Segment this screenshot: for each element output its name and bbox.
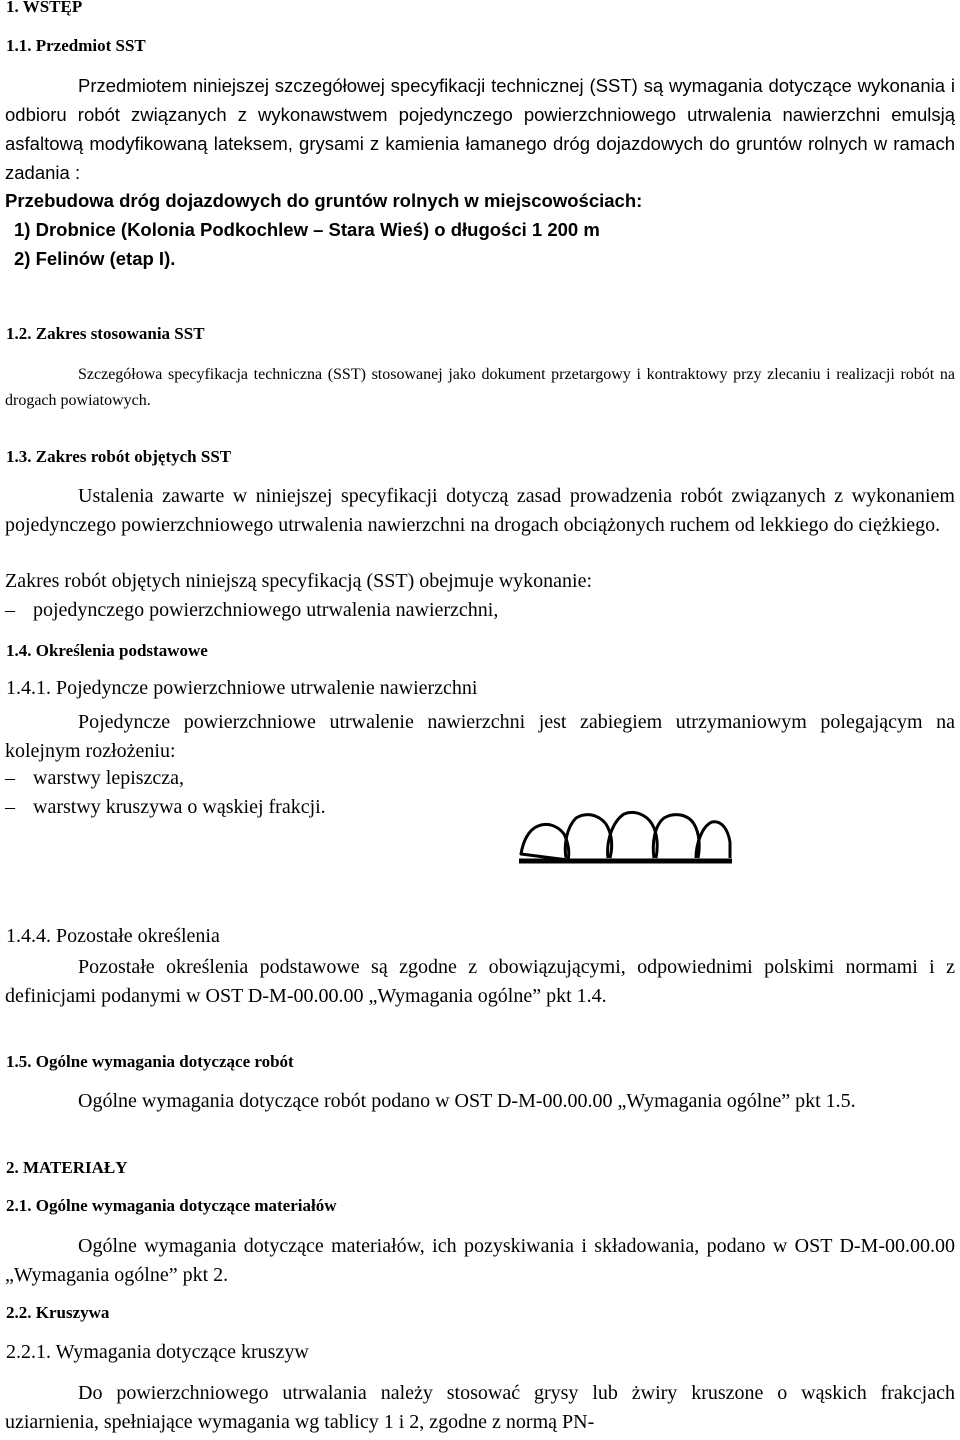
- list-item-1: 1) Drobnice (Kolonia Podkochlew – Stara Wieś) o długości 1 200 m: [14, 219, 600, 240]
- heading-1-1: 1.1. Przedmiot SST: [6, 36, 146, 55]
- list-item-scope: [5, 599, 498, 622]
- paragraph-2-2-1: Do powierzchniowego utrwalania należy stosować grysy lub żwiry kruszone o wąskich frakcjach uziarnienia, spełniające wymagania wg tablicy 1 i 2, zgodne z normą PN-: [5, 1382, 955, 1433]
- paragraph-1-3: Ustalenia zawarte w niniejszej specyfikacji dotyczą zasad prowadzenia robót związanych z wykonaniem pojedynczego powierzchniowego utrwalenia nawierzchni na drogach obciążonych ruchem od lekkiego do ciężkiego.: [5, 485, 955, 536]
- heading-2-2-1: 2.2.1. Wymagania dotyczące kruszyw: [6, 1341, 309, 1363]
- list-item-aggregate-text: warstwy kruszywa o wąskiej frakcji.: [33, 796, 326, 818]
- heading-1-4-1: 1.4.1. Pojedyncze powierzchniowe utrwalenie nawierzchni: [6, 677, 478, 699]
- heading-1: 1. WSTĘP: [6, 0, 83, 16]
- paragraph-2-1: Ogólne wymagania dotyczące materiałów, ich pozyskiwania i składowania, podano w OST D-M-00.00.00 „Wymagania ogólne” pkt 2.: [5, 1235, 955, 1286]
- list-item-aggregate: [5, 796, 326, 819]
- paragraph-1-3-scope: Zakres robót objętych niniejszą specyfikacją (SST) obejmuje wykonanie:: [5, 570, 593, 592]
- paragraph-1-4-4: Pozostałe określenia podstawowe są zgodne z obowiązującymi, odpowiednimi polskimi normami i z definicjami podanymi w OST D-M-00.00.00 „Wymagania ogólne” pkt 1.4.: [5, 956, 955, 1007]
- chip-seal-illustration: [518, 800, 733, 872]
- heading-1-4-4: 1.4.4. Pozostałe określenia: [6, 925, 220, 947]
- dash-bullet: –: [5, 599, 15, 621]
- dash-bullet: –: [5, 767, 15, 789]
- heading-2: 2. MATERIAŁY: [6, 1158, 128, 1177]
- paragraph-1-5: Ogólne wymagania dotyczące robót podano w OST D-M-00.00.00 „Wymagania ogólne” pkt 1.5.: [78, 1090, 856, 1112]
- heading-1-3: 1.3. Zakres robót objętych SST: [6, 447, 232, 466]
- paragraph-1-4-1: Pojedyncze powierzchniowe utrwalenie nawierzchni jest zabiegiem utrzymaniowym polegającym na kolejnym rozłożeniu:: [5, 711, 955, 762]
- paragraph-1-1-bold: Przebudowa dróg dojazdowych do gruntów rolnych w miejscowościach:: [5, 190, 643, 211]
- paragraph-1-1: Przedmiotem niniejszej szczegółowej specyfikacji technicznej (SST) są wymagania dotyczące wykonania i odbioru robót związanych z wykonawstwem pojedynczego powierzchniowego utrwalenia nawierzchni emulsją asfaltową modyfikowaną lateksem, grysami z kamienia łamanego dróg dojazdowych do gruntów rolnych w ramach zadania :: [5, 75, 955, 183]
- heading-1-4: 1.4. Określenia podstawowe: [6, 641, 208, 660]
- dash-bullet: –: [5, 796, 15, 818]
- paragraph-1-2: Szczegółowa specyfikacja techniczna (SST) stosowanej jako dokument przetargowy i kontraktowy przy zlecaniu i realizacji robót na drogach powiatowych.: [5, 366, 955, 409]
- list-item-scope-text: pojedynczego powierzchniowego utrwalenia nawierzchni,: [33, 599, 499, 621]
- list-item-binder-text: warstwy lepiszcza,: [33, 767, 185, 789]
- heading-1-2: 1.2. Zakres stosowania SST: [6, 324, 205, 343]
- heading-2-2: 2.2. Kruszywa: [6, 1303, 110, 1322]
- heading-1-5: 1.5. Ogólne wymagania dotyczące robót: [6, 1052, 294, 1071]
- list-item-binder: [5, 767, 184, 790]
- heading-2-1: 2.1. Ogólne wymagania dotyczące materiałów: [6, 1196, 337, 1215]
- list-item-2: 2) Felinów (etap I).: [14, 248, 176, 269]
